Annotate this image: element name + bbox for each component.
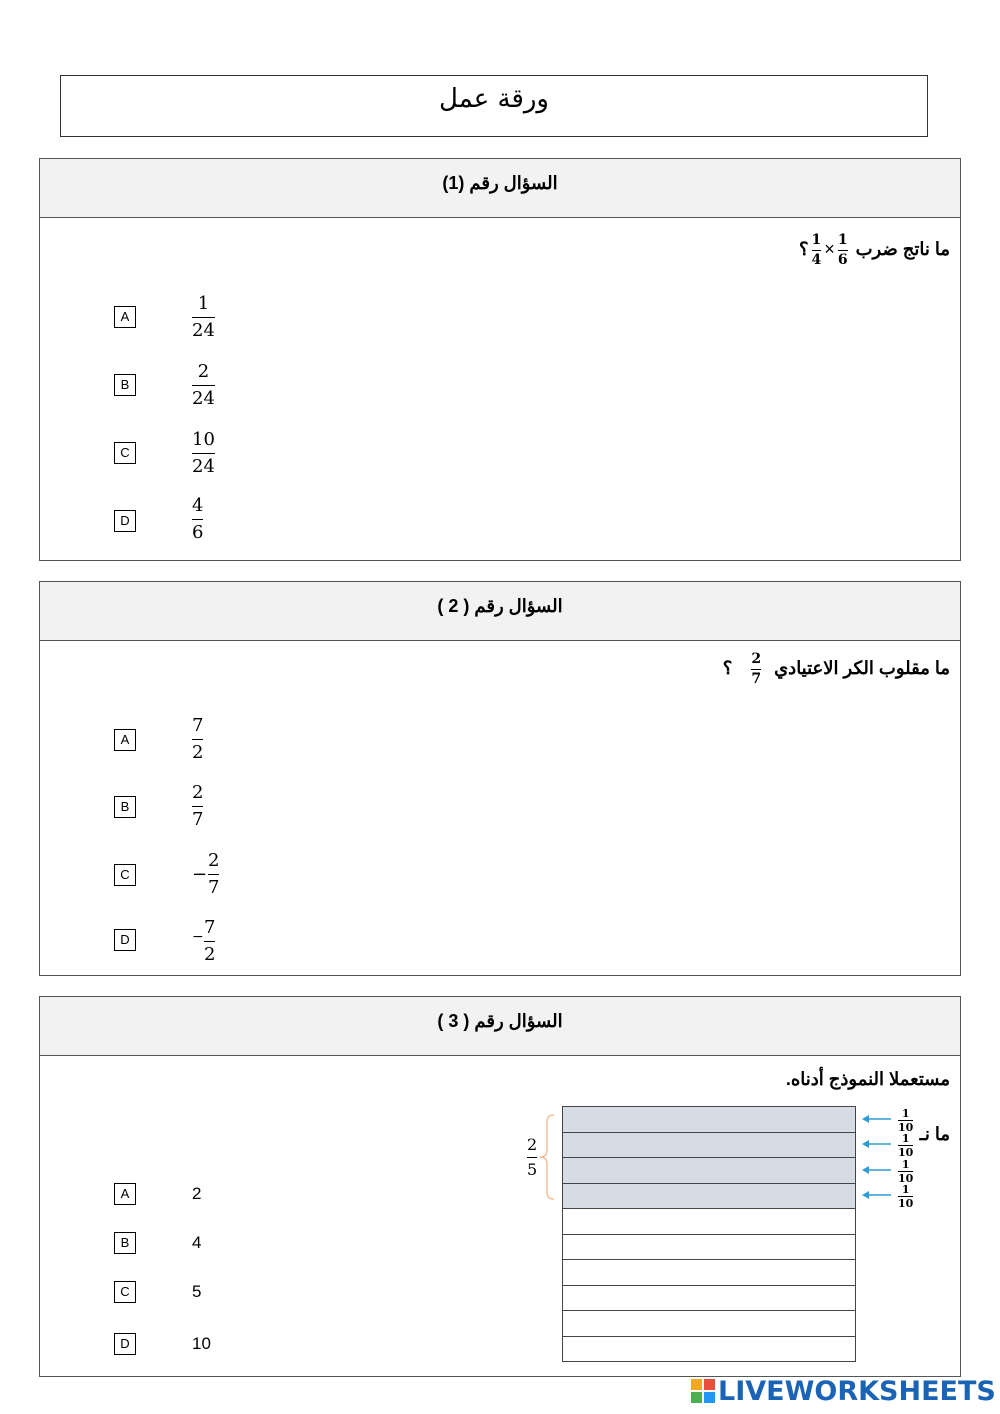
question-2-title: السؤال رقم ( 2 ) — [437, 596, 563, 616]
question-2-prompt — [723, 652, 950, 687]
question-3-prompt: مستعملا النموذج أدناه. — [785, 1069, 950, 1089]
times-sign: × — [824, 239, 835, 260]
strip-empty — [562, 1285, 856, 1312]
option-d-value: 10 — [192, 1334, 211, 1353]
question-1-header — [40, 159, 960, 218]
option-c-box[interactable]: C — [114, 1281, 136, 1303]
option-b-value: 4 — [192, 1233, 202, 1252]
option-c-fraction: 2 7 — [208, 850, 220, 898]
option-d-fraction: 4 6 — [192, 495, 204, 543]
option-c-box[interactable]: C — [114, 442, 136, 464]
arrow-left-icon — [862, 1114, 892, 1124]
question-1-title: السؤال رقم (1) — [442, 173, 558, 193]
strip-label-one-tenth: 1 10 — [898, 1106, 914, 1134]
brace-fraction-two-fifths: 2 5 — [527, 1135, 538, 1179]
option-a-box[interactable]: A — [114, 306, 136, 328]
strip-empty — [562, 1234, 856, 1261]
option-a-box[interactable]: A — [114, 729, 136, 751]
fraction-two-sevenths: $\frac{2}{7}$ — [751, 651, 762, 688]
fraction-one-sixth: $\frac{1}{6}$ — [837, 232, 848, 269]
option-a-fraction: 7 2 — [192, 715, 204, 763]
strip-shaded — [562, 1106, 856, 1133]
strip-shaded — [562, 1183, 856, 1210]
strip-label-one-tenth: 1 10 — [898, 1157, 914, 1185]
option-c-value: 5 — [192, 1282, 202, 1301]
question-1 — [39, 158, 961, 561]
question-1-prompt-text: ما ناتج ضرب — [855, 239, 950, 260]
brace-icon — [538, 1114, 556, 1200]
question-3-subprompt: ما نـ — [919, 1124, 950, 1144]
question-2 — [39, 581, 961, 976]
lw-logo-mark-icon — [690, 1378, 716, 1404]
question-2-header — [40, 582, 960, 641]
option-a-fraction: 1 24 — [192, 293, 215, 341]
arrow-left-icon — [862, 1139, 892, 1149]
question-1-prompt — [799, 233, 950, 268]
strip-label-one-tenth: 1 10 — [898, 1132, 914, 1160]
option-d-box[interactable]: D — [114, 929, 136, 951]
strip-empty — [562, 1310, 856, 1337]
option-b-box[interactable]: B — [114, 796, 136, 818]
option-b-box[interactable]: B — [114, 374, 136, 396]
option-b-fraction: 2 7 — [192, 782, 204, 830]
strip-shaded — [562, 1132, 856, 1159]
fraction-one-fourth: $\frac{1}{4}$ — [811, 232, 822, 269]
option-a-box[interactable]: A — [114, 1183, 136, 1205]
question-mark: ؟ — [722, 658, 733, 679]
option-a-value: 2 — [192, 1184, 202, 1203]
option-d-fraction: 7 2 — [204, 917, 216, 965]
strip-empty — [562, 1259, 856, 1286]
option-d-minus: − — [192, 929, 204, 945]
worksheet-title-box — [60, 75, 928, 137]
option-d-box[interactable]: D — [114, 510, 136, 532]
option-b-fraction: 2 24 — [192, 361, 215, 409]
strip-empty — [562, 1208, 856, 1235]
logo-text: LIVEWORKSHEETS — [718, 1375, 996, 1407]
option-c-minus: − — [192, 864, 208, 885]
question-2-prompt-text: ما مقلوب الكر الاعتيادي — [774, 658, 950, 679]
strip-shaded — [562, 1157, 856, 1184]
option-b-box[interactable]: B — [114, 1232, 136, 1254]
option-d-box[interactable]: D — [114, 1333, 136, 1355]
option-c-fraction: 10 24 — [192, 429, 215, 477]
strip-label-one-tenth: 1 10 — [898, 1183, 914, 1211]
question-3-title: السؤال رقم ( 3 ) — [437, 1011, 563, 1031]
arrow-left-icon — [862, 1190, 892, 1200]
option-c-box[interactable]: C — [114, 864, 136, 886]
arrow-left-icon — [862, 1165, 892, 1175]
question-3-header — [40, 997, 960, 1056]
strip-empty — [562, 1336, 856, 1363]
question-mark: ؟ — [798, 239, 809, 260]
liveworksheets-logo — [690, 1376, 996, 1406]
worksheet-title: ورقة عمل — [439, 84, 549, 114]
